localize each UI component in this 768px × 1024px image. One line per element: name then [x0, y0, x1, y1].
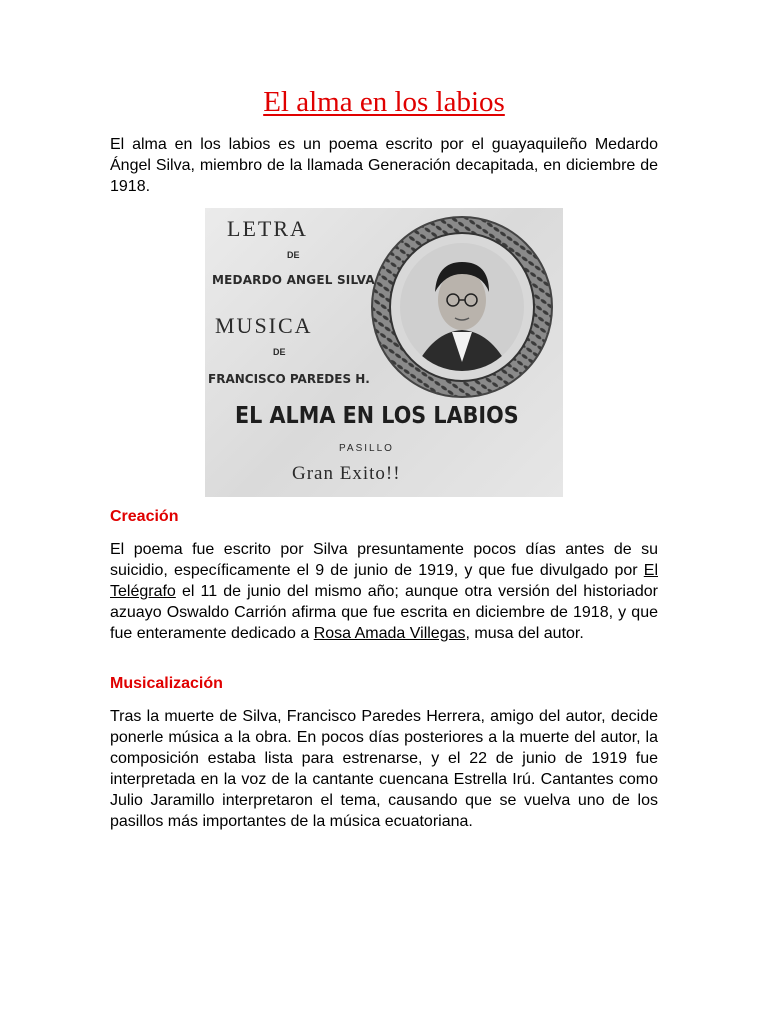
poster-letra: LETRA: [227, 216, 308, 241]
poster-composer: FRANCISCO PAREDES H.: [208, 372, 370, 386]
creacion-text-3: musa del autor.: [469, 625, 584, 642]
poster-de-2: DE: [273, 347, 286, 357]
creacion-text-2: el 11 de junio del mismo año; aunque otra versión del historiador azuayo Oswaldo Carrión afirma que fue escrita en diciembre de 1918, y que fue enteramente dedicado a: [110, 583, 658, 642]
song-poster-image: [205, 208, 563, 497]
poster-de-1: DE: [287, 250, 300, 260]
section-heading-creacion: Creación: [110, 508, 179, 525]
creacion-paragraph: [110, 539, 658, 644]
creacion-text-1: El poema fue escrito por Silva presuntamente pocos días antes de su suicidio, específicamente el 9 de junio de 1919, y que fue divulgado por: [110, 541, 658, 579]
poster-success-text: Gran Exito!!: [292, 463, 401, 484]
link-el-telegrafo[interactable]: El Telégrafo: [110, 562, 658, 600]
laurel-wreath-portrait: [367, 212, 557, 402]
section-heading-musicalizacion: Musicalización: [110, 675, 223, 692]
intro-paragraph: El alma en los labios es un poema escrito por el guayaquileño Medardo Ángel Silva, miembro de la llamada Generación decapitada, en diciembre de 1918.: [110, 136, 658, 195]
musicalizacion-paragraph: Tras la muerte de Silva, Francisco Paredes Herrera, amigo del autor, decide ponerle música a la obra. En pocos días posteriores a la muerte del autor, la composición estaba lista para estrenarse, y el 22 de junio de 1919 fue interpretada en la voz de la cantante cuencana Estrella Irú. Cantantes como Julio Jaramillo interpretaron el tema, causando que se vuelva uno de los pasillos más importantes de la música ecuatoriana.: [110, 708, 658, 830]
poster-song-title: EL ALMA EN LOS LABIOS: [235, 403, 519, 429]
poster-genre: PASILLO: [339, 443, 394, 454]
page-title: El alma en los labios: [263, 86, 505, 118]
link-rosa-amada-villegas[interactable]: Rosa Amada Villegas,: [313, 625, 470, 642]
poster-author: MEDARDO ANGEL SILVA: [212, 273, 375, 287]
poster-musica: MUSICA: [215, 313, 313, 338]
